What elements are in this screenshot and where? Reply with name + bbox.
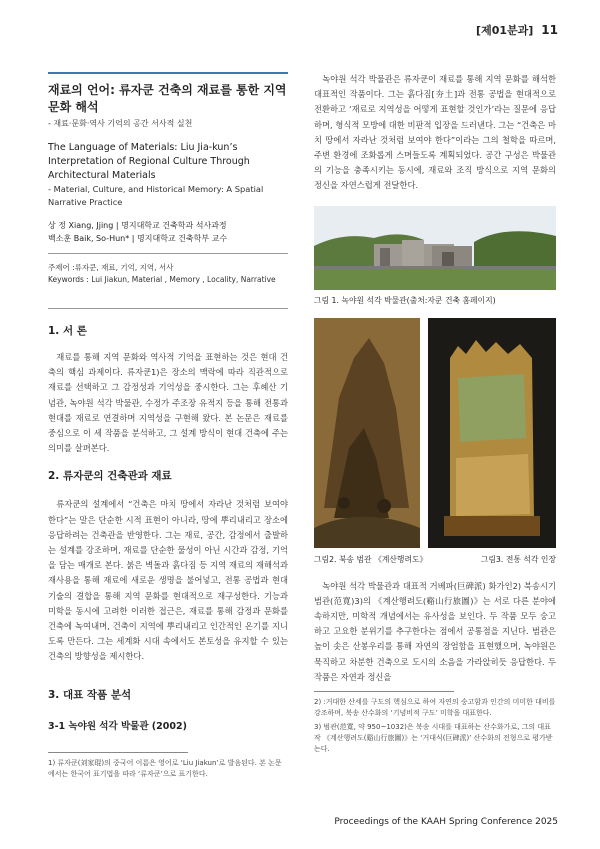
paper-subtitle: - 재료·문화·역사 기억의 공간 서사적 실천 xyxy=(48,119,193,128)
figure-3-caption: 그림3. 전통 석각 인장 xyxy=(480,554,556,564)
page-footer: Proceedings of the KAAH Spring Conference 2025 xyxy=(334,817,558,827)
museum-intro-text: 녹야원 석각 박물관은 류자쿤이 재료를 통해 지역 문화를 해석한 대표적인 작품이다. 그는 흙다짐[夯土]과 전통 공법을 현대적으로 전환하고 ‘재료로 지역성을 어떻게 표현할 것인가’라는 질문에 응답하며, 형식적 모방에 대한 비판적 입장을 드러낸다. 그는 “건축은 마치 땅에서 자라난 것처럼 보여야 한다”이라는 그의 철학을 따르며, 주변 환경에 조화롭게 스며들도록 계획되었다. 공간 구성은 박물관의 기능을 충족시키는 동시에, 재료와 조직 방식으로 지역 문화의 정신을 자연스럽게 전달한다. xyxy=(314,74,556,191)
left-column xyxy=(48,72,288,780)
museum-photo xyxy=(314,206,556,290)
section-1-text: 재료를 통해 지역 문화와 역사적 기억을 표현하는 것은 현대 건축의 핵심 과제이다. 류자쿤1)은 장소의 맥락에 따라 직관적으로 재료를 선택하고 그 감정성과 기억성을 중시한다. 그는 후혜산 기념관, 녹야원 석각 박물관, 수정가 주조장 유적지 등을 통해 전통과 현대를 재료로 연결하며 지역성을 구현해 왔다. 본 논문은 재료를 중심으로 이 세 작품을 분석하고, 그 설계 방식이 현대 건축에 주는 의미를 살펴본다. xyxy=(48,352,288,454)
section-label: [제01분과] xyxy=(476,24,534,37)
section-1-heading: 1. 서 론 xyxy=(48,325,87,337)
divider xyxy=(48,308,288,309)
figure-1 xyxy=(314,206,556,306)
right-column xyxy=(314,72,556,755)
landscape-painting-image xyxy=(314,318,420,548)
footnote-rule xyxy=(48,752,188,753)
keywords-kr: 주제어 :류자쿤, 재료, 기억, 지역, 서사 xyxy=(48,263,174,272)
figure-row xyxy=(314,318,556,548)
footnote-1: 1) 류자쿤(刘家琨)의 중국어 이름은 영어로 ‘Liu Jiakun’로 발음된다. 본 논문에서는 한국어 표기법을 따라 ‘류자쿤’으로 표기한다. xyxy=(48,758,282,778)
figure-1-caption: 그림 1. 녹야원 석각 박물관(출처:자쿤 건축 홈페이지) xyxy=(314,295,496,305)
page-header xyxy=(476,22,558,38)
footnote-3: 3) 범관(范寬, 약 950~1032)은 북송 시대를 대표하는 산수화가로, 그의 대표작 《계산행려도(谿山行旅圖)》는 ‘거대식(巨碑派)’ 산수화의 전형으로 평가받는다. xyxy=(314,723,553,754)
title-rule xyxy=(48,72,288,74)
section-3-heading: 3. 대표 작품 분석 xyxy=(48,688,132,701)
divider xyxy=(48,253,288,254)
painting-comparison-text: 녹야원 석각 박물관과 대표적 거베파(巨碑派) 화가인2) 북송시기 범관(范寬)3)의 《계산행려도(谿山行旅圖)》는 서로 다른 분야에 속하지만, 미학적 개념에서는 유사성을 보인다. 두 작품 모두 숭고하고 고요한 분위기를 추구한다는 점에서 공통점을 지닌다. 범관은 높이 솟은 산봉우리를 통해 자연의 장엄함을 표현했으며, 녹야원은 묵직하고 차분한 건축으로 도시의 소음을 가라앉히듯 응답한다. 두 작품은 자연과 정신을 xyxy=(314,580,556,682)
author-2: 백소훈 Baik, So-Hun* | 명지대학교 건축학부 교수 xyxy=(48,234,228,243)
stone-seal-image xyxy=(428,318,556,548)
section-3-1-heading: 3-1 녹야원 석각 박물관 (2002) xyxy=(48,720,187,732)
keywords-en: Keywords : Lui Jiakun, Material , Memory , Locality, Narrative xyxy=(48,275,276,284)
english-subtitle: - Material, Culture, and Historical Memory: A Spatial Narrative Practice xyxy=(48,184,264,207)
figure-captions xyxy=(314,554,556,565)
footnote-rule xyxy=(314,691,454,692)
footnote-2: 2) :거대한 산세를 구도의 핵심으로 하여 자연의 숭고함과 인간의 미미한 대비를 강조하며, 북송 산수화의 ‘기념비적 구도’ 미학을 대표한다. xyxy=(314,698,556,718)
english-title: The Language of Materials: Liu Jia-kun’s Interpretation of Regional Culture Through Architectural Materials xyxy=(48,142,250,181)
section-2-heading: 2. 류자쿤의 건축관과 재료 xyxy=(48,470,172,483)
page-number: 11 xyxy=(541,23,558,37)
author-1: 상 정 Xiang, Jjing | 명지대학교 건축학과 석사과정 xyxy=(48,221,227,230)
section-2-text: 류자쿤의 설계에서 “건축은 마치 땅에서 자라난 것처럼 보여야 한다”는 말은 단순한 시적 표현이 아니라, 땅에 뿌리내리고 장소에 응답하려는 건축관을 반영한다. 그는 재료, 공간, 감정에서 출발하는 설계를 강조하며, 재료를 단순한 물성이 아닌 시간과 감정, 기억을 담는 매개로 본다. 붉은 벽돌과 흙다짐 등 지역 재료의 재해석과 재사용을 통해 재료에 새로운 생명을 불어넣고, 전통 공법과 현대 기술의 결합을 통해 지역 문화를 현대적으로 재구성한다. 기능과 미학을 동시에 고려한 이러한 접근은, 재료를 통해 감정과 문화를 건축에 녹여내며, 건축이 지역에 뿌리내리고 인간적인 온기를 지니도록 만든다. 그는 세계화 시대 속에서도 본토성을 유지할 수 있는 건축의 방향성을 제시한다. xyxy=(48,499,288,662)
figure-2-caption: 그림2. 북송 범관 《계산행려도》 xyxy=(314,554,428,564)
paper-title: 재료의 언어: 류자쿤 건축의 재료를 통한 지역 문화 해석 xyxy=(48,83,287,114)
